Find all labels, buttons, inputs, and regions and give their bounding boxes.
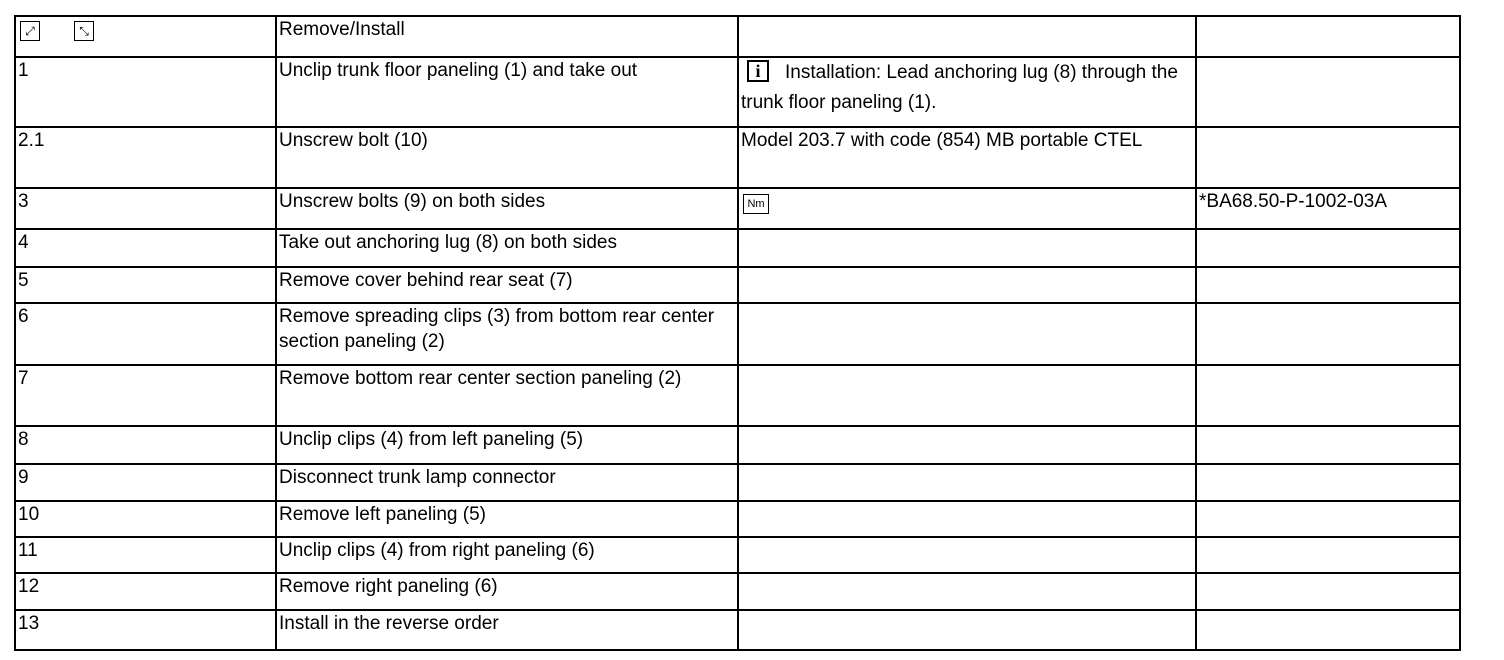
expand-icon[interactable]: ⤢: [20, 21, 40, 41]
note-cell: [738, 188, 1196, 229]
note-cell: [738, 57, 1196, 127]
ref-cell: [1196, 610, 1460, 650]
task-text: Install in the reverse order: [276, 610, 738, 650]
step-number: 2.1: [15, 127, 276, 188]
table-row: [15, 501, 1460, 537]
table-row: [15, 573, 1460, 610]
ref-cell: [1196, 464, 1460, 501]
note-text: [738, 537, 1196, 573]
task-text: Unclip clips (4) from right paneling (6): [276, 537, 738, 573]
note-text: [738, 610, 1196, 650]
note-text: [738, 365, 1196, 426]
info-icon[interactable]: i: [747, 60, 769, 82]
task-text: Remove spreading clips (3) from bottom rear center section paneling (2): [276, 303, 738, 365]
step-number: 3: [15, 188, 276, 229]
procedure-table: [14, 15, 1461, 651]
task-text: Remove left paneling (5): [276, 501, 738, 537]
note-text: Installation: Lead anchoring lug (8) through the trunk floor paneling (1).: [741, 62, 1178, 113]
header-task-label: Remove/Install: [276, 16, 738, 57]
ref-cell: [1196, 127, 1460, 188]
table-row: [15, 229, 1460, 267]
table-row: [15, 464, 1460, 501]
ref-cell: [1196, 229, 1460, 267]
step-number: 13: [15, 610, 276, 650]
table-row: [15, 127, 1460, 188]
table-row: [15, 426, 1460, 464]
note-text: [738, 267, 1196, 303]
note-text: [738, 426, 1196, 464]
ref-cell: [1196, 267, 1460, 303]
step-number: 11: [15, 537, 276, 573]
torque-nm-icon[interactable]: Nm: [743, 194, 769, 214]
table-row: [15, 537, 1460, 573]
header-ref-cell: [1196, 16, 1460, 57]
ref-cell: [1196, 57, 1460, 127]
table-row: [15, 188, 1460, 229]
task-text: Remove bottom rear center section paneling (2): [276, 365, 738, 426]
note-text: [738, 501, 1196, 537]
note-text: [738, 464, 1196, 501]
table-row: [15, 365, 1460, 426]
task-text: Unscrew bolt (10): [276, 127, 738, 188]
table-row: [15, 57, 1460, 127]
table-row: [15, 303, 1460, 365]
task-text: Take out anchoring lug (8) on both sides: [276, 229, 738, 267]
step-number: 8: [15, 426, 276, 464]
ref-cell: [1196, 365, 1460, 426]
ref-cell: [1196, 573, 1460, 610]
step-number: 6: [15, 303, 276, 365]
task-text: Remove right paneling (6): [276, 573, 738, 610]
step-number: 7: [15, 365, 276, 426]
note-text: [738, 303, 1196, 365]
collapse-icon[interactable]: ⤡: [74, 21, 94, 41]
ref-cell: [1196, 537, 1460, 573]
header-icons-cell: [15, 16, 276, 57]
step-number: 9: [15, 464, 276, 501]
ref-cell: [1196, 303, 1460, 365]
ref-cell: [1196, 426, 1460, 464]
task-text: Unclip clips (4) from left paneling (5): [276, 426, 738, 464]
task-text: Unclip trunk floor paneling (1) and take out: [276, 57, 738, 127]
step-number: 5: [15, 267, 276, 303]
note-text: [738, 573, 1196, 610]
table-row: [15, 267, 1460, 303]
header-row: [15, 16, 1460, 57]
step-number: 10: [15, 501, 276, 537]
table-row: [15, 610, 1460, 650]
task-text: Remove cover behind rear seat (7): [276, 267, 738, 303]
step-number: 4: [15, 229, 276, 267]
task-text: Disconnect trunk lamp connector: [276, 464, 738, 501]
note-text: [738, 229, 1196, 267]
task-text: Unscrew bolts (9) on both sides: [276, 188, 738, 229]
note-text: Model 203.7 with code (854) MB portable CTEL: [738, 127, 1196, 188]
ref-link[interactable]: *BA68.50-P-1002-03A: [1196, 188, 1460, 229]
header-note-cell: [738, 16, 1196, 57]
ref-cell: [1196, 501, 1460, 537]
step-number: 1: [15, 57, 276, 127]
step-number: 12: [15, 573, 276, 610]
